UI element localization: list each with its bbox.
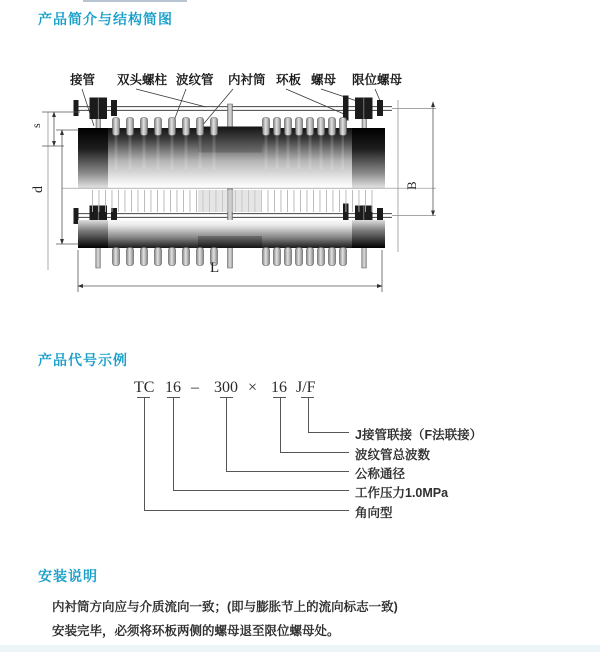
code-annotation-diameter: 公称通径 <box>355 467 406 481</box>
dim-label-b: B <box>404 181 419 190</box>
part-label-pipe: 接管 <box>70 73 96 87</box>
part-label-nut: 螺母 <box>311 73 337 87</box>
code-annotation-pressure: 工作压力1.0MPa <box>355 486 449 500</box>
bellows-wireframe <box>92 190 378 212</box>
code-segment-diameter: 300 <box>214 379 238 396</box>
dim-label-s: s <box>29 123 43 128</box>
code-annotation-connection: J接管联接（F法联接） <box>355 428 483 442</box>
page-top-edge-line <box>83 0 187 2</box>
code-annotation-waves: 波纹管总波数 <box>355 448 431 462</box>
code-connector <box>144 397 145 510</box>
code-annotation-type: 角向型 <box>355 506 393 520</box>
code-connector <box>280 397 281 452</box>
body-upper <box>78 127 385 189</box>
code-connector <box>226 471 349 472</box>
section-title-code: 产品代号示例 <box>38 352 128 368</box>
code-connector <box>144 510 350 511</box>
page-bottom-edge <box>0 645 600 652</box>
code-segment-dash: – <box>191 379 199 396</box>
code-connector <box>173 490 349 491</box>
code-connector <box>308 397 309 432</box>
code-segment-connection: J/F <box>296 379 316 396</box>
install-note-line1: 内衬筒方向应与介质流向一致；(即与膨胀节上的流向标志一致) <box>52 600 398 614</box>
dim-label-d: d <box>31 186 46 193</box>
code-connector <box>226 397 227 471</box>
code-segment-pressure: 16 <box>165 379 181 396</box>
code-segment-type: TC <box>134 379 155 396</box>
part-label-bellows: 波纹管 <box>176 73 214 87</box>
code-connector <box>280 452 350 453</box>
code-connector <box>308 432 350 433</box>
section-title-install: 安装说明 <box>38 568 98 584</box>
structure-diagram <box>0 58 600 298</box>
code-segment-waves: 16 <box>271 379 287 396</box>
body-lower <box>78 220 385 248</box>
install-note-line2: 安装完毕，必须将环板两侧的螺母退至限位螺母处。 <box>52 624 340 638</box>
section-title-structure: 产品简介与结构简图 <box>38 11 173 27</box>
code-segment-times: × <box>248 379 258 396</box>
dim-label-l: L <box>210 260 220 276</box>
part-label-stud: 双头螺柱 <box>117 73 168 87</box>
part-label-liner: 内衬筒 <box>228 73 266 87</box>
part-label-limit-nut: 限位螺母 <box>352 73 403 87</box>
code-connector <box>173 397 174 490</box>
part-label-ring-plate: 环板 <box>276 73 302 87</box>
dimension-d <box>56 130 79 244</box>
